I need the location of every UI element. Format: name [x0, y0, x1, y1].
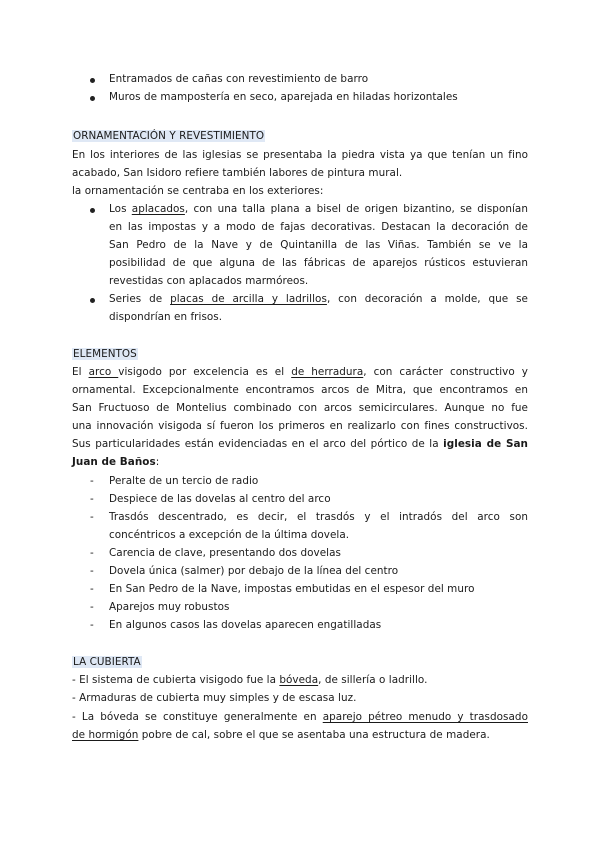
- text: - El sistema de cubierta visigodo fue la: [72, 674, 280, 686]
- list-item: Aparejos muy robustos: [109, 601, 230, 613]
- text: , de sillería o ladrillo.: [318, 674, 428, 686]
- dash-marker: -: [90, 511, 94, 523]
- text: , con carácter constructivo y: [363, 366, 528, 378]
- underlined-term: bóveda: [279, 674, 319, 686]
- paragraph-line: [72, 727, 490, 744]
- paragraph-line: ornamental. Excepcionalmente encontramos arcos de Mitra, que encontramos en: [72, 384, 528, 396]
- paragraph-line: San Fructuoso de Montelius combinado con arcos semicirculares. Aunque no fue: [72, 402, 528, 414]
- bullet-line: dispondrían en frisos.: [109, 311, 223, 323]
- paragraph-line: [72, 364, 528, 381]
- paragraph-line: una innovación visigoda sí fueron los primeros en realizarlo con fines constructivos.: [72, 420, 528, 432]
- text: - La bóveda se constituye generalmente en: [72, 711, 323, 723]
- paragraph-line: [72, 709, 528, 726]
- list-item: En San Pedro de la Nave, impostas embutidas en el espesor del muro: [109, 583, 475, 595]
- dash-marker: -: [90, 547, 94, 559]
- text: , con una talla plana a bisel de origen bizantino, se disponían: [184, 203, 528, 215]
- underlined-term: placas de arcilla y ladrillos: [170, 293, 327, 305]
- bullet-icon: [90, 298, 95, 303]
- bullet-line: posibilidad de que alguna de las fábricas de aparejos rústicos estuvieran: [109, 257, 528, 269]
- text: visigodo por excelencia es el: [118, 366, 292, 378]
- paragraph-line: [72, 672, 428, 689]
- dash-marker: -: [90, 475, 94, 487]
- bold-term: Juan de Baños: [72, 456, 156, 468]
- underlined-term: aparejo pétreo menudo y trasdosado: [322, 711, 528, 723]
- paragraph-line: la ornamentación se centraba en los exteriores:: [72, 185, 324, 197]
- heading-text: LA CUBIERTA: [73, 656, 141, 668]
- dash-marker: -: [90, 619, 94, 631]
- text: Sus particularidades están evidenciadas en el arco del pórtico de la: [72, 438, 444, 450]
- text: Los: [109, 203, 132, 215]
- text: Series de: [109, 293, 171, 305]
- list-item-continuation: concéntricos a excepción de la última dovela.: [109, 529, 350, 541]
- list-item: Despiece de las dovelas al centro del arco: [109, 493, 331, 505]
- text: El: [72, 366, 89, 378]
- underlined-term: de hormigón: [72, 729, 139, 741]
- intro-bullet-2: Muros de mampostería en seco, aparejada en hiladas horizontales: [109, 91, 458, 103]
- bold-term: iglesia de San: [443, 438, 528, 450]
- bullet-placas-line: [109, 291, 528, 308]
- section-heading-ornamentacion: [72, 128, 265, 145]
- bullet-line: en las impostas y a modo de fajas decorativas. Destacan la decoración de: [109, 221, 528, 233]
- text: pobre de cal, sobre el que se asentaba una estructura de madera.: [138, 729, 490, 741]
- intro-bullet-1: Entramados de cañas con revestimiento de barro: [109, 73, 369, 85]
- section-heading-elementos: [72, 346, 138, 363]
- list-item: Trasdós descentrado, es decir, el trasdós y el intradós del arco son: [109, 511, 528, 523]
- paragraph-line: acabado, San Isidoro refiere también labores de pintura mural.: [72, 167, 403, 179]
- section-heading-cubierta: [72, 654, 142, 671]
- paragraph-line: [72, 454, 159, 471]
- bullet-icon: [90, 208, 95, 213]
- list-item: Peralte de un tercio de radio: [109, 475, 259, 487]
- dash-marker: -: [90, 493, 94, 505]
- bullet-aplacados-line: [109, 201, 528, 218]
- underlined-term: de herradura: [291, 366, 364, 378]
- paragraph-line: En los interiores de las iglesias se presentaba la piedra vista ya que tenían un fino: [72, 149, 528, 161]
- list-item: Carencia de clave, presentando dos dovelas: [109, 547, 341, 559]
- list-item: Dovela única (salmer) por debajo de la línea del centro: [109, 565, 399, 577]
- underlined-term: aplacados: [131, 203, 185, 215]
- text: , con decoración a molde, que se: [326, 293, 528, 305]
- paragraph-line: - Armaduras de cubierta muy simples y de escasa luz.: [72, 692, 357, 704]
- paragraph-line: [72, 436, 528, 453]
- bullet-line: revestidas con aplacados marmóreos.: [109, 275, 309, 287]
- dash-marker: -: [90, 601, 94, 613]
- bullet-icon: [90, 96, 95, 101]
- text: :: [155, 456, 160, 468]
- list-item: En algunos casos las dovelas aparecen engatilladas: [109, 619, 382, 631]
- heading-text: ELEMENTOS: [73, 348, 137, 360]
- bullet-icon: [90, 78, 95, 83]
- underlined-term: arco: [88, 366, 119, 378]
- dash-marker: -: [90, 583, 94, 595]
- dash-marker: -: [90, 565, 94, 577]
- bullet-line: San Pedro de la Nave y de Quintanilla de las Viñas. También se ve la: [109, 239, 528, 251]
- heading-text: ORNAMENTACIÓN Y REVESTIMIENTO: [73, 130, 265, 142]
